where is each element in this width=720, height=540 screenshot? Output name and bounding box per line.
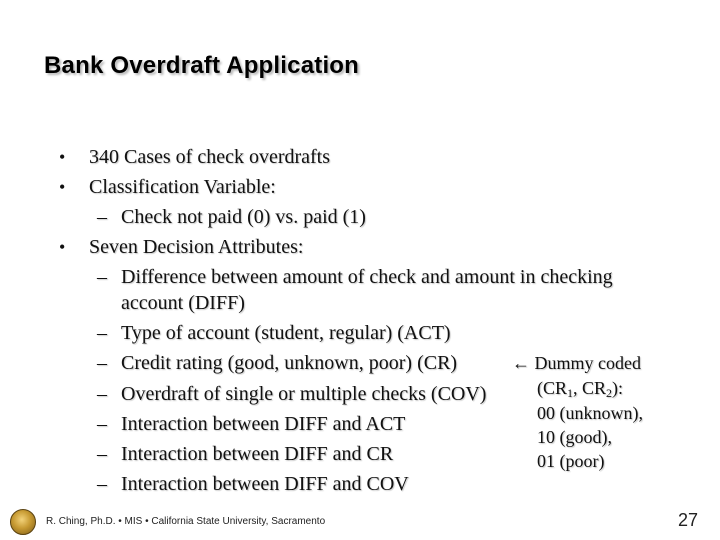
sub-bullet-paid: Check not paid (0) vs. paid (1) — [121, 206, 366, 228]
code-unknown: 00 (unknown), — [537, 403, 643, 423]
code-good: 10 (good), — [537, 427, 612, 447]
dash: – — [97, 383, 107, 405]
footer-credit: R. Ching, Ph.D. • MIS • California State University, Sacramento — [46, 516, 326, 527]
bullet-dot: • — [59, 177, 66, 197]
bullet-dot: • — [59, 147, 66, 167]
code-poor: 01 (poor) — [537, 451, 605, 471]
attr-diff-line1: Difference between amount of check and amount in checking — [121, 266, 613, 288]
dummy-coded-note — [512, 352, 641, 374]
dash: – — [97, 473, 107, 495]
slide-title: Bank Overdraft Application — [44, 52, 360, 79]
attr-diff-act: Interaction between DIFF and ACT — [121, 413, 406, 435]
dash: – — [97, 206, 107, 228]
page-number: 27 — [678, 510, 699, 530]
attr-act: Type of account (student, regular) (ACT) — [121, 322, 451, 344]
dash: – — [97, 266, 107, 288]
attr-cr: Credit rating (good, unknown, poor) (CR) — [121, 352, 458, 374]
left-arrow-icon: ← — [512, 353, 530, 373]
dash: – — [97, 352, 107, 374]
dash: – — [97, 443, 107, 465]
dummy-coded-label: Dummy coded — [534, 353, 641, 373]
bullet-dot: • — [59, 237, 66, 257]
attr-cov: Overdraft of single or multiple checks (COV) — [121, 383, 487, 405]
dash: – — [97, 413, 107, 435]
university-seal-icon — [10, 509, 36, 535]
bullet-classification: Classification Variable: — [89, 176, 276, 198]
bullet-cases: 340 Cases of check overdrafts — [89, 146, 331, 168]
attr-diff-line2: account (DIFF) — [121, 292, 245, 314]
dash: – — [97, 322, 107, 344]
bullet-attributes: Seven Decision Attributes: — [89, 236, 304, 258]
dummy-variables: ($CR_1$, $CR_2$): — [537, 378, 624, 400]
attr-diff-cr: Interaction between DIFF and CR — [121, 443, 394, 465]
attr-diff-cov: Interaction between DIFF and COV — [121, 473, 409, 495]
